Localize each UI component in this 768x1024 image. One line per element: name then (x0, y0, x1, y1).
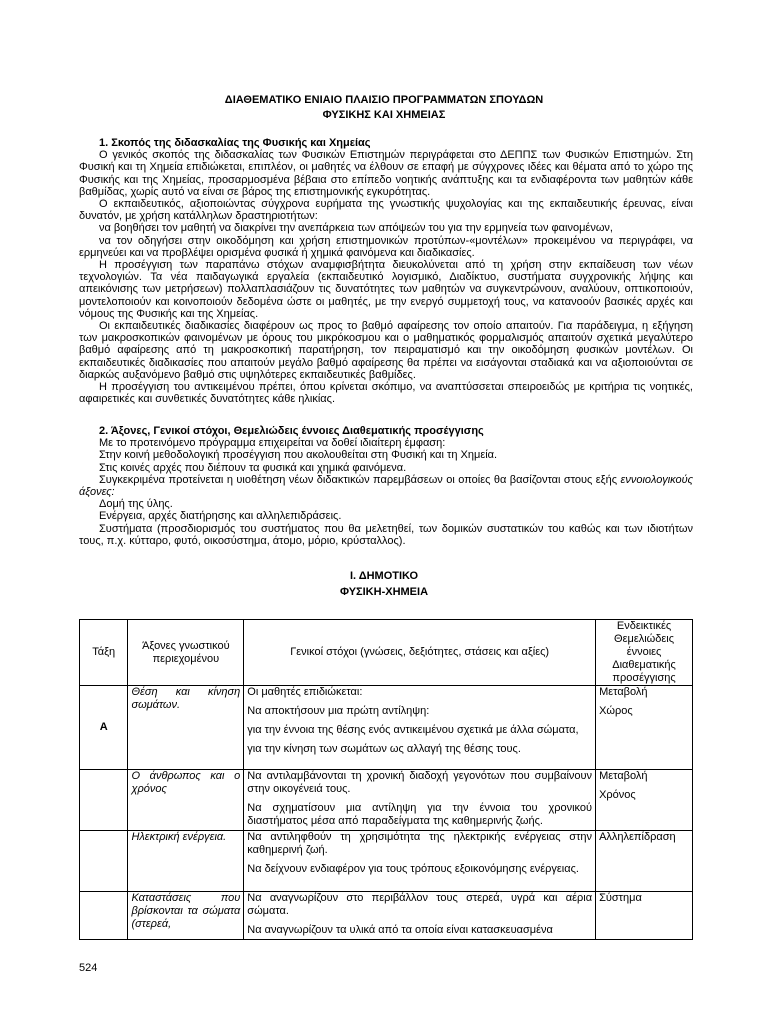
axis-cell: Ηλεκτρική ενέργεια. (128, 831, 244, 892)
proposal-italic: εννοιολογικούς άξονες: (79, 473, 694, 499)
section-1-heading: 1. Σκοπός της διδασκαλίας της Φυσικής και Χημείας (99, 137, 371, 149)
list-item: Δομή της ύλης. (99, 498, 173, 511)
section-1 (79, 137, 693, 405)
paragraph: Ο γενικός σκοπός της διδασκαλίας των Φυσικών Επιστημών περιγράφεται στο ΔΕΠΠΣ των Φυσικών Επιστημών. Στη Φυσική και τη Χημεία επιδιώκεται, επιπλέον, οι μαθητές να έλθουν σε επαφή με σύγχρονες ιδέες και θέματα από το χώρο της Φυσικής και της Χημείας, προσαρμοσμένα βέβαια στο επίπεδο νοητικής ανάπτυξης και τα ενδιαφέροντα των μαθητών κάθε βαθμίδας, χωρίς αυτό να είναι σε βάρος της επιστημονικής εγκυρότητας. (79, 149, 693, 198)
goal-line: Να αντιληφθούν τη χρησιμότητα της ηλεκτρικής ενέργειας στην καθημερινή ζωή. (247, 831, 593, 856)
goal-line: Να αναγνωρίζουν στο περιβάλλον τους στερεά, υγρά και αέρια σώματα. (247, 892, 593, 917)
paragraph: Με το προτεινόμενο πρόγραμμα επιχειρείται να δοθεί ιδιαίτερη έμφαση: (99, 437, 446, 450)
document-subtitle: ΦΥΣΙΚΗΣ ΚΑΙ ΧΗΜΕΙΑΣ (322, 109, 446, 121)
goal-line: Να δείχνουν ενδιαφέρον για τους τρόπους εξοικονόμησης ενέργειας. (247, 863, 579, 875)
list-item: Ενέργεια, αρχές διατήρησης και αλληλεπιδράσεις. (99, 510, 342, 523)
table-row (80, 686, 693, 770)
goal-line: Να αναγνωρίζουν τα υλικά από τα οποία είναι κατασκευασμένα (247, 924, 553, 936)
concept: Χρόνος (599, 789, 636, 801)
header-goals: Γενικοί στόχοι (γνώσεις, δεξιότητες, στάσεις και αξίες) (244, 620, 596, 686)
header-grade: Τάξη (80, 620, 128, 686)
goals-cell (244, 831, 596, 892)
concept: Χώρος (599, 705, 633, 717)
page-number: 524 (79, 962, 98, 974)
goal-line: Να αποκτήσουν μια πρώτη αντίληψη: (247, 705, 430, 717)
paragraph: Οι εκπαιδευτικές διαδικασίες διαφέρουν ως προς το βαθμό αφαίρεσης τον οποίο απαιτούν. Για παράδειγμα, η εξήγηση των μακροσκοπικών φαινομένων με όρους του μικρόκοσμου και ο μαθηματικός φορμαλισμός απαιτούν σχετικά μεγαλύτερο βαθμό αφαίρεσης από τη μακροσκοπική παρατήρηση, τον πειραματισμό και την οικοδόμηση φυσικών μοντέλων. Οι εκπαιδευτικές διαδικασίες που απαιτούν μεγάλο βαθμό αφαίρεσης θα πρέπει να εισάγονται σταδιακά και να αξιοποιούνται σε διαρκώς αυξανόμενο βαθμό στις υψηλότερες εκπαιδευτικές βαθμίδες. (79, 320, 693, 381)
document-title: ΔΙΑΘΕΜΑΤΙΚΟ ΕΝΙΑΙΟ ΠΛΑΙΣΙΟ ΠΡΟΓΡΑΜΜΑΤΩΝ ΣΠΟΥΔΩΝ (224, 94, 544, 106)
concept: Μεταβολή (599, 770, 648, 782)
concepts-cell (596, 770, 693, 831)
list-item: Στις κοινές αρχές που διέπουν τα φυσικά και χημικά φαινόμενα. (99, 461, 407, 474)
concepts-cell (596, 686, 693, 770)
table-row (80, 892, 693, 940)
list-item: να βοηθήσει τον μαθητή να διακρίνει την ανεπάρκεια των απόψεών του για την ερμηνεία των φαινομένων, (99, 222, 613, 235)
goal-line: Να αντιλαμβάνονται τη χρονική διαδοχή γεγονότων που συμβαίνουν στην οικογένειά τους. (247, 770, 593, 795)
goal-line: Να σχηματίσουν μια αντίληψη για την έννοια του χρονικού διαστήματος μέσα από παραδείγματα της καθημερινής ζωής. (247, 802, 593, 827)
section-2 (79, 425, 693, 547)
grade-cell: Α (80, 686, 128, 770)
concepts-cell (596, 831, 693, 892)
level-title: Ι. ΔΗΜΟΤΙΚΟ (349, 570, 419, 582)
paragraph: Η προσέγγιση των παραπάνω στόχων αναμφισβήτητα διευκολύνεται από τη χρήση στην εκπαίδευση των νέων τεχνολογιών. Τα νέα παιδαγωγικά εργαλεία (εκπαιδευτικό λογισμικό, Διαδίκτυο, συστήματα συγχρονικής λήψης και απεικόνισης των μετρήσεων) πολλαπλασιάζουν τις δυνατότητες των μαθητών να συγκεντρώνουν, αναλύουν, οπτικοποιούν, μοντελοποιούν και κοινοποιούν δεδομένα ώστε οι μαθητές, με την ενεργό συμμετοχή τους, να κατανοούν βασικές αρχές και νόμους της Φυσικής και της Χημείας. (79, 259, 693, 320)
section-2-heading: 2. Άξονες, Γενικοί στόχοι, Θεμελιώδεις έννοιες Διαθεματικής προσέγγισης (99, 425, 484, 437)
goal-line: για την κίνηση των σωμάτων ως αλλαγή της θέσης τους. (247, 743, 521, 755)
goal-line: Οι μαθητές επιδιώκεται: (247, 686, 363, 698)
grade-cell-empty (80, 770, 128, 831)
grade-cell-empty (80, 892, 128, 940)
paragraph (79, 474, 693, 498)
paragraph: Ο εκπαιδευτικός, αξιοποιώντας σύγχρονα ευρήματα της γνωστικής ψυχολογίας και της εκπαιδευτικής έρευνας, είναι δυνατόν, με χρήση κατάλληλων δραστηριοτήτων: (79, 198, 693, 223)
table-row (80, 770, 693, 831)
goals-cell (244, 892, 596, 940)
grade-cell-empty (80, 831, 128, 892)
goals-cell (244, 686, 596, 770)
header-concepts: Ενδεικτικές Θεμελιώδεις έννοιες Διαθεματικής προσέγγισης (596, 620, 693, 686)
table-row (80, 831, 693, 892)
list-item: Στην κοινή μεθοδολογική προσέγγιση που ακολουθείται στη Φυσική και τη Χημεία. (99, 449, 498, 462)
list-item: Συστήματα (προσδιορισμός του συστήματος που θα μελετηθεί, των δομικών συστατικών του καθώς και των ιδιοτήτων τους, π.χ. κύτταρο, φυτό, οικοσύστημα, άτομο, μόριο, κρύσταλλος). (79, 522, 693, 547)
level-subtitle: ΦΥΣΙΚΗ-ΧΗΜΕΙΑ (339, 586, 429, 598)
header-axes: Άξονες γνωστικού περιεχομένου (128, 620, 244, 686)
list-item: να τον οδηγήσει στην οικοδόμηση και χρήση επιστημονικών προτύπων-«μοντέλων» προκειμένου να περιγράφει, να ερμηνεύει και να προβλέψει ορισμένα φυσικά ή χημικά φαινόμενα και διαδικασίες. (79, 234, 693, 259)
goals-cell (244, 770, 596, 831)
table-header-row (80, 620, 693, 686)
concept: Σύστημα (599, 892, 642, 904)
axis-cell: Καταστάσεις που βρίσκονται τα σώματα (στερεά, (128, 892, 244, 940)
paragraph: Η προσέγγιση του αντικειμένου πρέπει, όπου κρίνεται σκόπιμο, να αναπτύσσεται σπειροειδώς με κριτήρια τις νοητικές, αφαιρετικές και συνθετικές δυνατότητες κάθε ηλικίας. (79, 381, 693, 406)
curriculum-table (79, 619, 693, 940)
axis-cell: Θέση και κίνηση σωμάτων. (128, 686, 244, 770)
concept: Μεταβολή (599, 686, 648, 698)
concept: Αλληλεπίδραση (599, 831, 676, 843)
proposal-text: Συγκεκριμένα προτείνεται η υιοθέτηση νέων διδακτικών παρεμβάσεων οι οποίες θα βασίζονται στους εξής (99, 473, 618, 486)
axis-cell: Ο άνθρωπος και ο χρόνος (128, 770, 244, 831)
goal-line: για την έννοια της θέσης ενός αντικειμένου σχετικά με άλλα σώματα, (247, 724, 579, 736)
concepts-cell (596, 892, 693, 940)
